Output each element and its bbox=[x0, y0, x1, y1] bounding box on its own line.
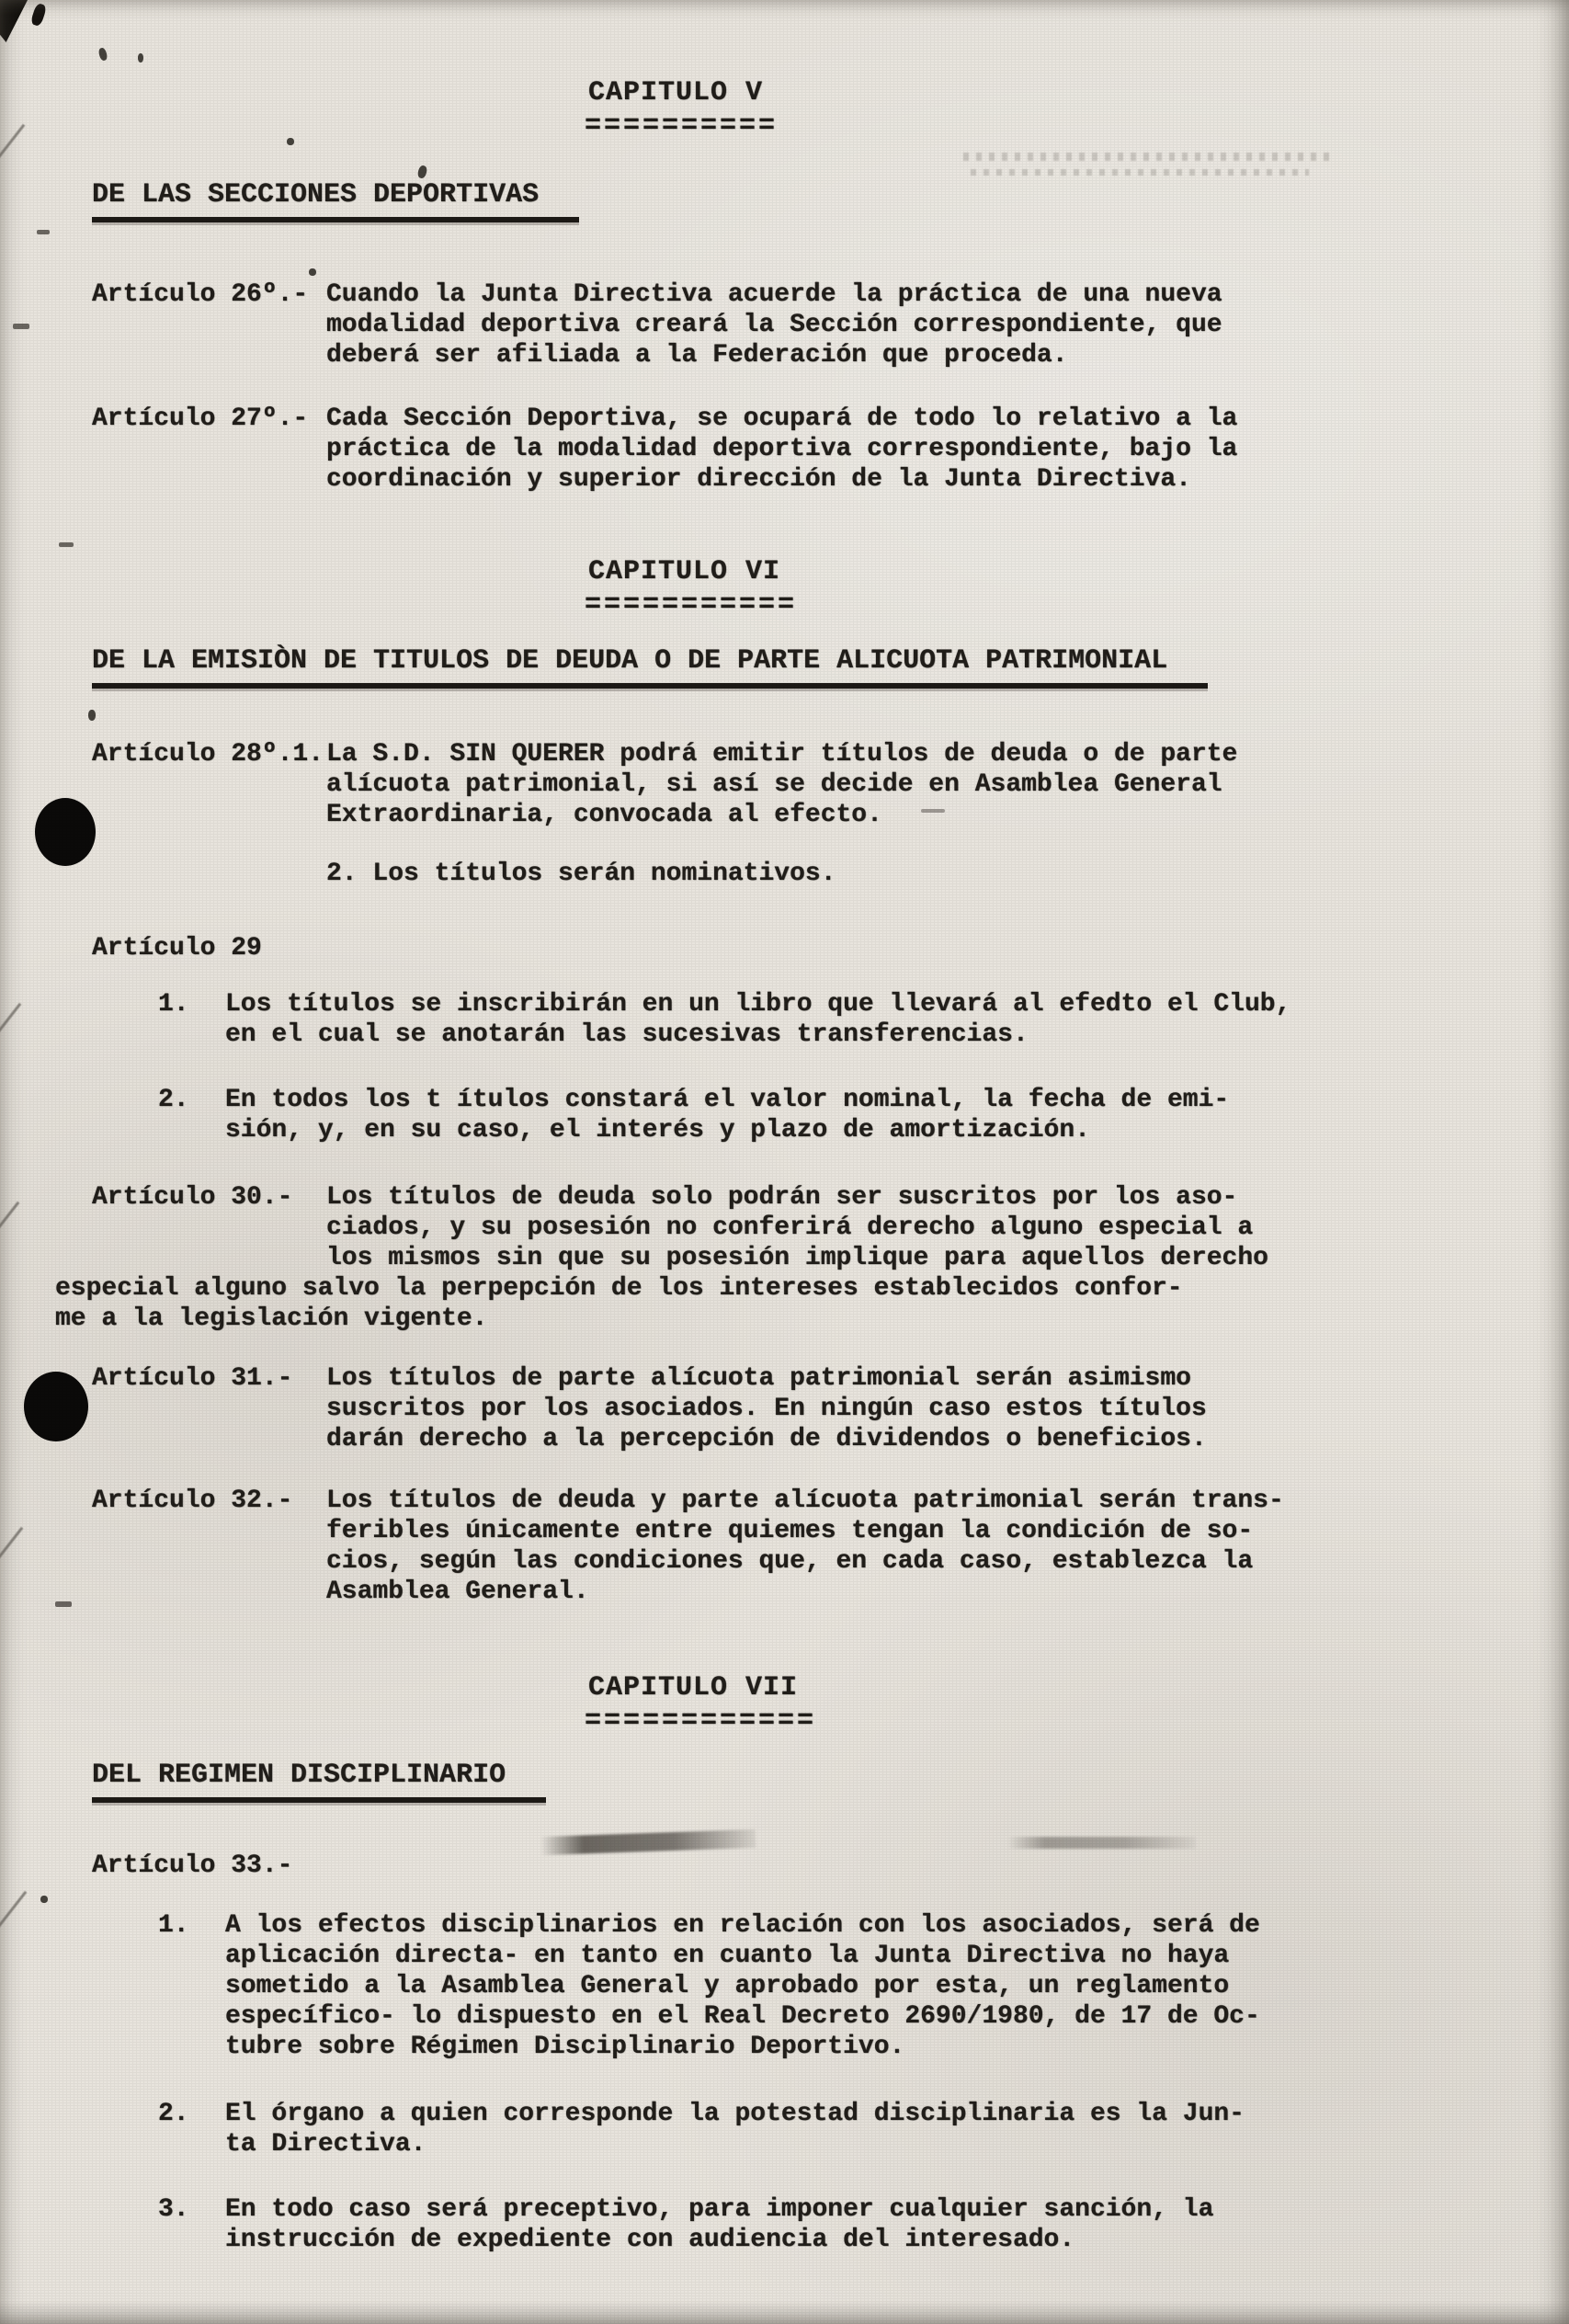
article-30-body bbox=[326, 1182, 1569, 1273]
article-30-overflow-block bbox=[55, 1273, 1569, 1334]
article-28-body bbox=[326, 739, 1569, 889]
article-line: Cada Sección Deportiva, se ocupará de todo lo relativo a la bbox=[326, 404, 1238, 433]
article-33-item-1 bbox=[158, 1910, 1569, 2062]
article-31-body bbox=[326, 1363, 1569, 1454]
article-29-label: Artículo 29 bbox=[92, 934, 262, 963]
chapter-6-title: CAPITULO VI bbox=[588, 556, 781, 587]
chapter-6-rule: =========== bbox=[585, 589, 798, 621]
article-line: Los títulos de deuda solo podrán ser suscritos por los aso- bbox=[326, 1183, 1238, 1212]
article-line: Los títulos de parte alícuota patrimonial serán asimismo bbox=[326, 1364, 1191, 1393]
item-number: 2. bbox=[158, 1086, 189, 1114]
article-27-body bbox=[326, 404, 1569, 495]
article-32-body bbox=[326, 1486, 1569, 1607]
article-line: En todos los t ítulos constará el valor nominal, la fecha de emi- bbox=[225, 1086, 1230, 1114]
article-line: ciados, y su posesión no conferirá derecho alguno especial a bbox=[326, 1213, 1254, 1242]
article-line: aplicación directa- en tanto en cuanto la Junta Directiva no haya bbox=[225, 1942, 1230, 1970]
article-30-label: Artículo 30.- bbox=[92, 1183, 293, 1212]
chapter-5-title: CAPITULO V bbox=[588, 77, 764, 108]
article-line: práctica de la modalidad deportiva correspondiente, bajo la bbox=[326, 435, 1238, 463]
article-29-item-2 bbox=[158, 1085, 1569, 1145]
article-line: El órgano a quien corresponde la potestad disciplinaria es la Jun- bbox=[225, 2100, 1245, 2128]
article-28-paragraph-2: 2. Los títulos serán nominativos. bbox=[326, 860, 836, 888]
item-body bbox=[225, 989, 1290, 1050]
article-line: ta Directiva. bbox=[225, 2130, 426, 2159]
article-line: Los títulos se inscribirán en un libro que llevará al efedto el Club, bbox=[225, 990, 1291, 1019]
section-heading-text: DE LAS SECCIONES DEPORTIVAS bbox=[92, 180, 579, 222]
article-line: en el cual se anotarán las sucesivas transferencias. bbox=[225, 1020, 1029, 1049]
article-line: coordinación y superior dirección de la Junta Directiva. bbox=[326, 465, 1191, 494]
article-28 bbox=[92, 739, 1569, 889]
article-33-item-2 bbox=[158, 2099, 1569, 2159]
chapter-5-rule: ========== bbox=[585, 110, 779, 142]
article-line: sión, y, en su caso, el interés y plazo de amortización. bbox=[225, 1116, 1090, 1145]
article-33-label: Artículo 33.- bbox=[92, 1851, 293, 1880]
article-line: suscritos por los asociados. En ningún caso estos títulos bbox=[326, 1395, 1207, 1423]
section-heading-text: DEL REGIMEN DISCIPLINARIO bbox=[92, 1760, 546, 1803]
article-line: me a la legislación vigente. bbox=[55, 1304, 488, 1333]
section-heading-regimen-disciplinario bbox=[92, 1760, 1569, 1803]
article-32 bbox=[92, 1486, 1569, 1607]
article-line: La S.D. SIN QUERER podrá emitir títulos de deuda o de parte bbox=[326, 740, 1238, 769]
article-line: Extraordinaria, convocada al efecto. bbox=[326, 801, 882, 829]
item-body bbox=[225, 1910, 1260, 2062]
section-heading-emision-titulos bbox=[92, 646, 1569, 689]
article-26-label: Artículo 26º.- bbox=[92, 280, 309, 309]
chapter-7-rule: ============ bbox=[585, 1705, 817, 1737]
article-27 bbox=[92, 404, 1569, 495]
article-line: darán derecho a la percepción de dividendos o beneficios. bbox=[326, 1425, 1207, 1453]
article-line: los mismos sin que su posesión implique para aquellos derecho bbox=[326, 1244, 1268, 1272]
article-30-hanging-block bbox=[92, 1182, 1569, 1273]
article-27-label: Artículo 27º.- bbox=[92, 404, 309, 433]
article-line: especial alguno salvo la perpepción de los intereses establecidos confor- bbox=[55, 1274, 1183, 1303]
item-body bbox=[225, 2099, 1245, 2159]
chapter-7-title: CAPITULO VII bbox=[588, 1672, 799, 1703]
article-33-item-3 bbox=[158, 2194, 1569, 2255]
article-line: A los efectos disciplinarios en relación con los asociados, será de bbox=[225, 1911, 1260, 1940]
item-body bbox=[225, 1085, 1229, 1145]
article-31 bbox=[92, 1363, 1569, 1454]
article-line: modalidad deportiva creará la Sección correspondiente, que bbox=[326, 311, 1222, 339]
item-number: 3. bbox=[158, 2195, 189, 2224]
item-body bbox=[225, 2194, 1213, 2255]
article-line: tubre sobre Régimen Disciplinario Deportivo. bbox=[225, 2033, 905, 2061]
article-line: cios, según las condiciones que, en cada caso, establezca la bbox=[326, 1547, 1254, 1576]
article-line: deberá ser afiliada a la Federación que proceda. bbox=[326, 341, 1068, 370]
article-line: Asamblea General. bbox=[326, 1578, 589, 1606]
article-line: instrucción de expediente con audiencia del interesado. bbox=[225, 2226, 1075, 2254]
item-number: 1. bbox=[158, 990, 189, 1019]
article-line: Cuando la Junta Directiva acuerde la práctica de una nueva bbox=[326, 280, 1222, 309]
article-line: específico- lo dispuesto en el Real Decreto 2690/1980, de 17 de Oc- bbox=[225, 2002, 1260, 2031]
article-28-label: Artículo 28º.1. bbox=[92, 740, 324, 769]
article-line: Los títulos de deuda y parte alícuota patrimonial serán trans- bbox=[326, 1487, 1284, 1515]
section-heading-text: DE LA EMISIÒN DE TITULOS DE DEUDA O DE PARTE ALICUOTA PATRIMONIAL bbox=[92, 646, 1208, 689]
article-32-label: Artículo 32.- bbox=[92, 1487, 293, 1515]
article-29-item-1 bbox=[158, 989, 1569, 1050]
article-26 bbox=[92, 279, 1569, 370]
section-heading-secciones-deportivas bbox=[92, 180, 1569, 222]
item-number: 1. bbox=[158, 1911, 189, 1940]
article-line: En todo caso será preceptivo, para imponer cualquier sanción, la bbox=[225, 2195, 1214, 2224]
article-line: feribles únicamente entre quiemes tengan la condición de so- bbox=[326, 1517, 1254, 1545]
article-30 bbox=[55, 1182, 1569, 1334]
article-26-body bbox=[326, 279, 1569, 370]
article-line: sometido a la Asamblea General y aprobado por esta, un reglamento bbox=[225, 1972, 1230, 2000]
article-31-label: Artículo 31.- bbox=[92, 1364, 293, 1393]
article-line: alícuota patrimonial, si así se decide en Asamblea General bbox=[326, 770, 1222, 799]
item-number: 2. bbox=[158, 2100, 189, 2128]
